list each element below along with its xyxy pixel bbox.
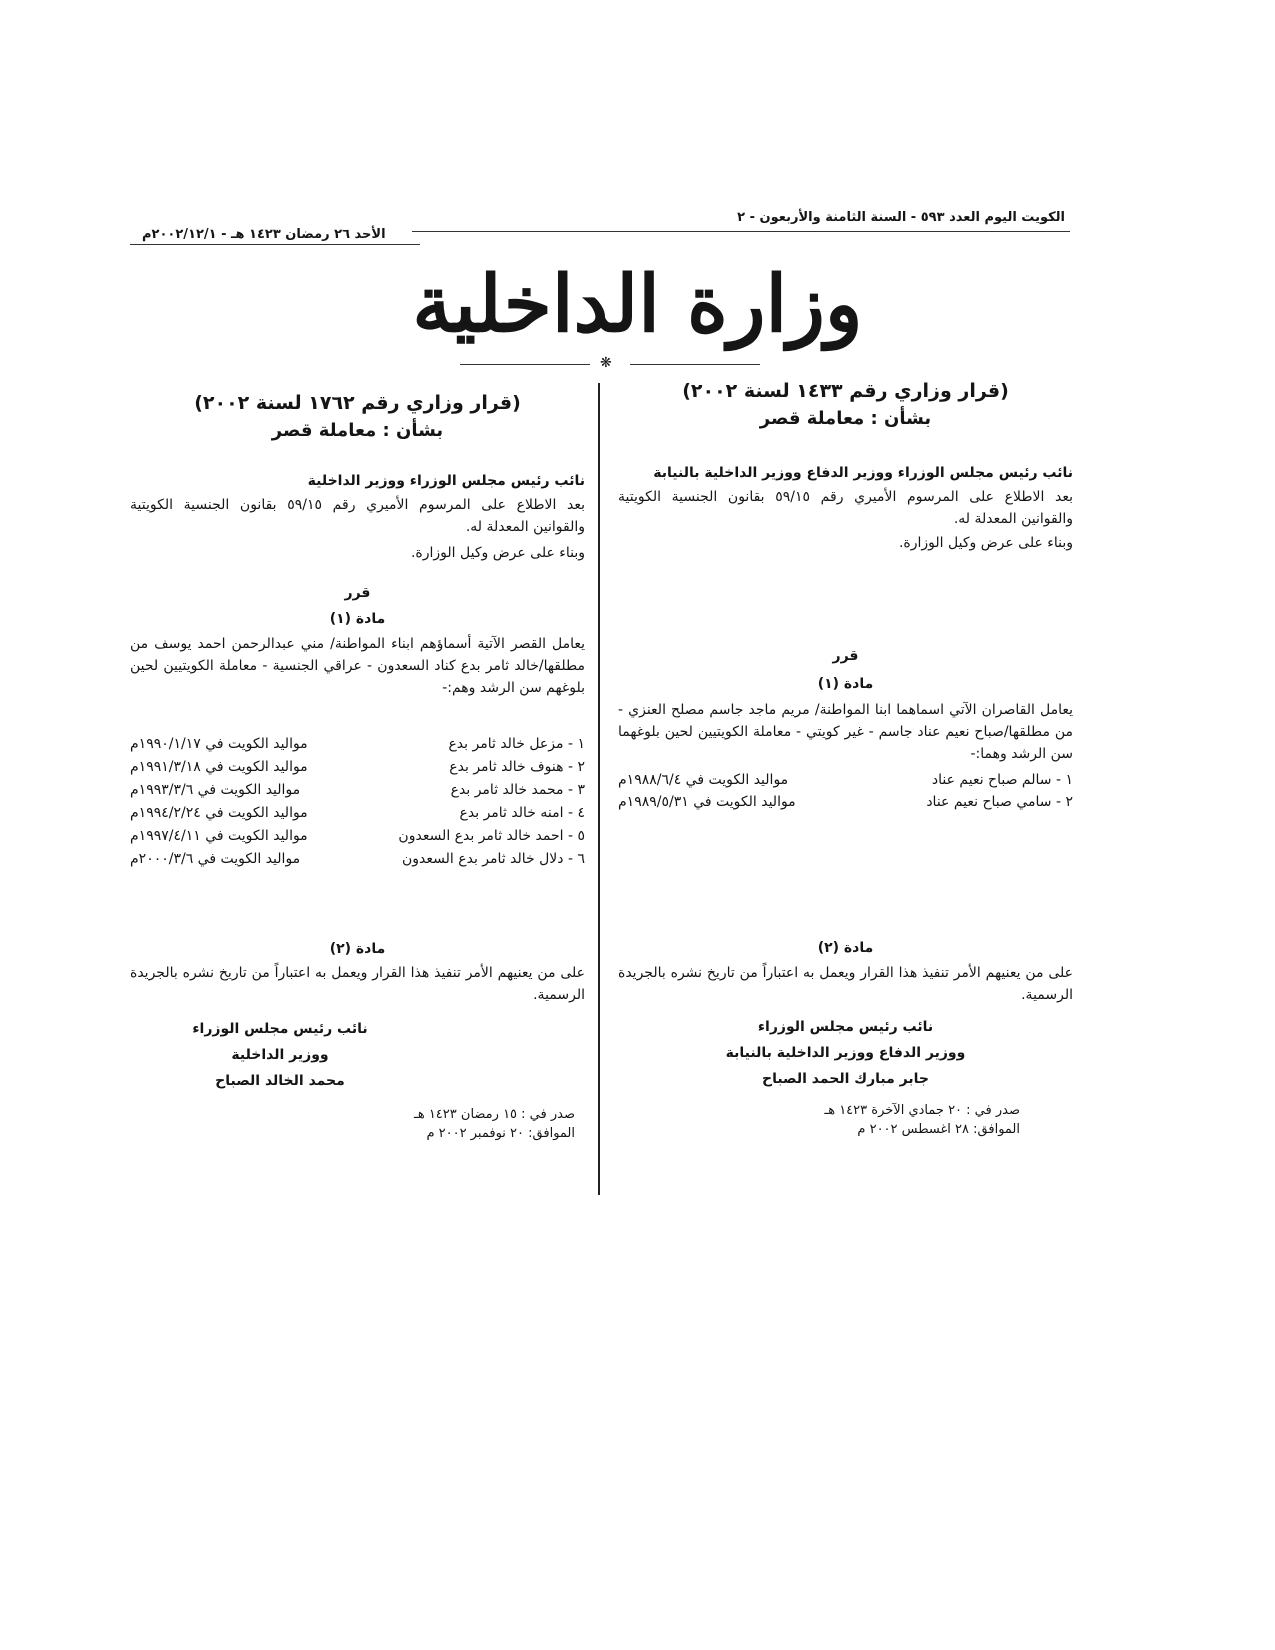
person-birth: مواليد الكويت في ١٩٨٨/٦/٤م <box>618 772 789 788</box>
signature-block <box>618 1014 1073 1092</box>
decided-heading: قرر <box>832 648 859 664</box>
gazette-header-left: الأحد ٢٦ رمضان ١٤٢٣ هـ - ٢٠٠٢/١٢/١م <box>142 227 386 242</box>
issue-date-block <box>355 1105 575 1143</box>
issue-date-gregorian: الموافق: ٢٠ نوفمبر ٢٠٠٢ م <box>426 1126 575 1141</box>
list-item <box>130 733 585 756</box>
list-item <box>130 779 585 802</box>
preamble-proposal: وبناء على عرض وكيل الوزارة. <box>898 535 1073 551</box>
persons-list <box>130 733 585 871</box>
article-2-heading: مادة (٢) <box>329 941 386 957</box>
signer-office: ووزير الدفاع ووزير الداخلية بالنيابة <box>725 1045 966 1061</box>
person-name: ٥ - احمد خالد ثامر بدع السعدون <box>398 828 585 844</box>
list-item <box>130 756 585 779</box>
list-item <box>130 802 585 825</box>
decided-heading: قرر <box>344 585 371 601</box>
list-item <box>130 825 585 848</box>
person-birth: مواليد الكويت في ١٩٩٤/٢/٢٤م <box>130 805 308 821</box>
preamble-law: بعد الاطلاع على المرسوم الأميري رقم ٥٩/١٥ بقانون الجنسية الكويتية والقوانين المعدلة له. <box>130 497 585 535</box>
decree-title: (قرار وزاري رقم ١٤٣٣ لسنة ٢٠٠٢) <box>682 380 1009 402</box>
issue-date-hijri: صدر في : ٢٠ جمادي الآخرة ١٤٢٣ هـ <box>824 1103 1020 1118</box>
ornament-glyph: ❋ <box>600 355 612 371</box>
article-1-text: يعامل القصر الآتية أسماؤهم ابناء المواطنة/ مني عبدالرحمن احمد يوسف من مطلقها/خالد ثامر بدع كناد السعدون - عراقي الجنسية - معاملة الكويتيين لحين بلوغهم سن الرشد وهم:- <box>130 636 585 696</box>
decree-authority: نائب رئيس مجلس الوزراء ووزير الدفاع ووزير الداخلية بالنيابة <box>653 465 1073 481</box>
person-birth: مواليد الكويت في ١٩٩٣/٣/٦م <box>130 782 301 798</box>
list-item <box>130 848 585 871</box>
ornament-line-left <box>460 364 590 365</box>
article-2-heading: مادة (٢) <box>817 940 874 956</box>
preamble-law: بعد الاطلاع على المرسوم الأميري رقم ٥٩/١٥ بقانون الجنسية الكويتية والقوانين المعدلة له. <box>618 489 1073 527</box>
decree-title: (قرار وزاري رقم ١٧٦٢ لسنة ٢٠٠٢) <box>194 392 521 414</box>
decree-subject: بشأن : معاملة قصر <box>759 408 932 429</box>
person-name: ٣ - محمد خالد ثامر بدع <box>450 782 585 798</box>
person-name: ٢ - هنوف خالد ثامر بدع <box>449 759 585 775</box>
list-item <box>618 769 1073 791</box>
header-rule-left <box>130 244 420 245</box>
signer-title: نائب رئيس مجلس الوزراء <box>192 1021 368 1037</box>
person-birth: مواليد الكويت في ١٩٩٧/٤/١١م <box>130 828 308 844</box>
article-1-heading: مادة (١) <box>817 676 874 692</box>
article-2-text: على من يعنيهم الأمر تنفيذ هذا القرار ويعمل به اعتباراً من تاريخ نشره بالجريدة الرسمية. <box>130 965 585 1003</box>
article-1-text: يعامل القاصران الآتي اسماهما ابنا المواطنة/ مريم ماجد جاسم مصلح العنزي - من مطلقها/صباح نعيم عناد جاسم - غير كويتي - معاملة الكويتيين لحين بلوغهما سن الرشد وهما:- <box>618 702 1073 762</box>
issue-date-block <box>780 1101 1020 1139</box>
signer-name: محمد الخالد الصباح <box>215 1073 345 1089</box>
decree-authority: نائب رئيس مجلس الوزراء ووزير الداخلية <box>307 473 585 489</box>
persons-list <box>618 769 1073 813</box>
ministry-masthead: وزارة الداخلية <box>412 259 863 350</box>
signer-title: نائب رئيس مجلس الوزراء <box>757 1019 934 1035</box>
gazette-header-right: الكويت اليوم العدد ٥٩٣ - السنة الثامنة والأربعون - ٢ <box>737 210 1065 225</box>
issue-date-gregorian: الموافق: ٢٨ اغسطس ٢٠٠٢ م <box>857 1122 1020 1137</box>
signature-block <box>150 1016 410 1094</box>
signer-name: جابر مبارك الحمد الصباح <box>762 1071 929 1087</box>
header-rule <box>412 231 1070 232</box>
person-birth: مواليد الكويت في ١٩٩٠/١/١٧م <box>130 736 308 752</box>
person-name: ١ - سالم صباح نعيم عناد <box>931 772 1073 788</box>
article-2-text: على من يعنيهم الأمر تنفيذ هذا القرار ويعمل به اعتباراً من تاريخ نشره بالجريدة الرسمية. <box>618 965 1073 1003</box>
issue-date-hijri: صدر في : ١٥ رمضان ١٤٢٣ هـ <box>414 1107 575 1122</box>
person-name: ١ - مزعل خالد ثامر بدع <box>448 736 585 752</box>
list-item <box>618 791 1073 813</box>
decree-subject: بشأن : معاملة قصر <box>271 420 444 441</box>
person-name: ٢ - سامي صباح نعيم عناد <box>926 794 1073 810</box>
masthead-ornament <box>460 355 760 371</box>
person-name: ٤ - امنه خالد ثامر بدع <box>459 805 585 821</box>
ornament-line-right <box>630 364 760 365</box>
signer-office: ووزير الداخلية <box>231 1047 329 1063</box>
person-name: ٦ - دلال خالد ثامر بدع السعدون <box>402 851 585 867</box>
article-1-heading: مادة (١) <box>329 611 386 627</box>
person-birth: مواليد الكويت في ١٩٩١/٣/١٨م <box>130 759 308 775</box>
person-birth: مواليد الكويت في ٢٠٠٠/٣/٦م <box>130 851 301 867</box>
preamble-proposal: وبناء على عرض وكيل الوزارة. <box>410 545 585 561</box>
person-birth: مواليد الكويت في ١٩٨٩/٥/٣١م <box>618 794 796 810</box>
